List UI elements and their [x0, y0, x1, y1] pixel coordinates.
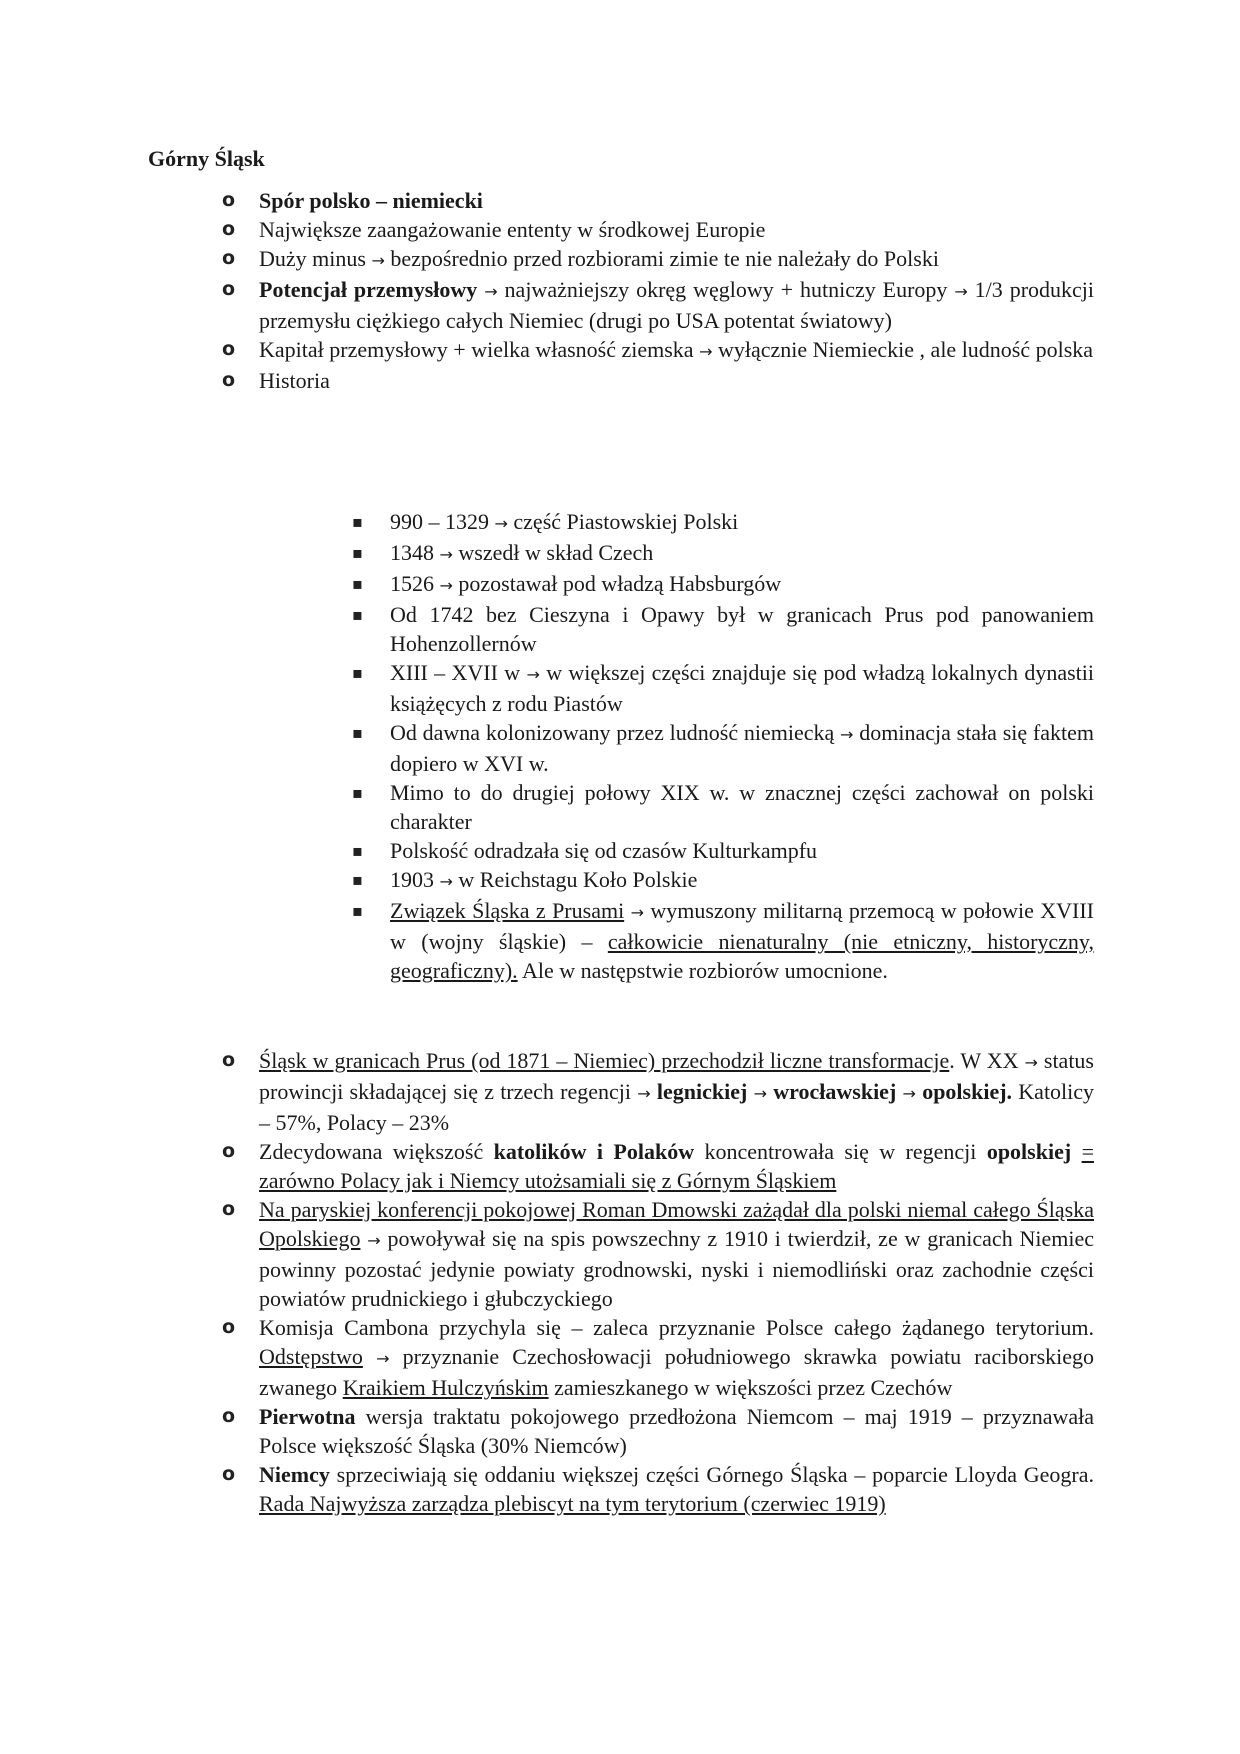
arrow-icon: → [371, 251, 385, 270]
arrow-icon: → [526, 665, 540, 684]
list-item: o Kapitał przemysłowy + wielka własność ziemska → wyłącznie Niemieckie , ale ludność polska [222, 335, 1094, 366]
list-item: o Historia [222, 366, 1094, 395]
arrow-icon: → [439, 576, 453, 595]
list-item: o Niemcy sprzeciwiają się oddaniu większej części Górnego Śląska – poparcie Lloyda Geogra. Rada Najwyższa zarządza plebiscyt na tym terytorium (czerwiec 1919) [222, 1460, 1094, 1518]
main-bullet-list [222, 186, 1094, 395]
page-title: Górny Śląsk [148, 146, 265, 171]
list-item: o Pierwotna wersja traktatu pokojowego przedłożona Niemcom – maj 1919 – przyznawała Polsce większość Śląska (30% Niemców) [222, 1402, 1094, 1460]
history-sublist [352, 507, 1094, 985]
list-item: ▪ Od dawna kolonizowany przez ludność niemiecką → dominacja stała się faktem dopiero w XVI w. [352, 718, 1094, 778]
list-item: o Na paryskiej konferencji pokojowej Roman Dmowski zażądał dla polski niemal całego Śląska Opolskiego → powoływał się na spis powszechny z 1910 i twierdził, ze w granicach Niemiec powinny pozostać jedynie powiaty grodnowski, nyski i niemodliński oraz zachodnie części powiatów prudnickiego i głubczyckiego [222, 1195, 1094, 1313]
list-item: o Śląsk w granicach Prus (od 1871 – Niemiec) przechodził liczne transformacje. W XX → status prowincji składającej się z trzech regencji → legnickiej → wrocławskiej → opolskiej. Katolicy – 57%, Polacy – 23% [222, 1046, 1094, 1137]
list-item: ▪ 1348 → wszedł w skład Czech [352, 538, 1094, 569]
list-item: o Komisja Cambona przychyla się – zaleca przyznanie Polsce całego żądanego terytorium. Odstępstwo → przyznanie Czechosłowacji południowego skrawka powiatu raciborskiego zwanego Kraikiem Hulczyńskim zamieszkanego w większości przez Czechów [222, 1313, 1094, 1402]
arrow-icon: → [753, 1084, 767, 1103]
main-bullet-list-continued [222, 1046, 1094, 1518]
arrow-icon: → [439, 872, 453, 891]
arrow-icon: → [494, 514, 508, 533]
list-item: ▪ Mimo to do drugiej połowy XIX w. w znacznej części zachował on polski charakter [352, 778, 1094, 836]
list-item: ▪ Związek Śląska z Prusami → wymuszony militarną przemocą w połowie XVIII w (wojny śląskie) – całkowicie nienaturalny (nie etniczny, historyczny, geograficzny). Ale w następstwie rozbiorów umocnione. [352, 896, 1094, 985]
arrow-icon: → [376, 1349, 390, 1368]
list-item: o Zdecydowana większość katolików i Polaków koncentrowała się w regencji opolskiej = zarówno Polacy jak i Niemcy utożsamiali się z Górnym Śląskiem [222, 1137, 1094, 1195]
arrow-icon: → [367, 1231, 381, 1250]
list-item: ▪ 990 – 1329 → część Piastowskiej Polski [352, 507, 1094, 538]
list-item: ▪ Polskość odradzała się od czasów Kulturkampfu [352, 836, 1094, 865]
arrow-icon: → [484, 282, 498, 301]
arrow-icon: → [954, 282, 968, 301]
arrow-icon: → [840, 725, 854, 744]
list-item: o Duży minus → bezpośrednio przed rozbiorami zimie te nie należały do Polski [222, 244, 1094, 275]
list-item: o Spór polsko – niemiecki [222, 186, 1094, 215]
arrow-icon: → [699, 342, 713, 361]
arrow-icon: → [439, 545, 453, 564]
list-item: ▪ 1526 → pozostawał pod władzą Habsburgów [352, 569, 1094, 600]
list-item: ▪ 1903 → w Reichstagu Koło Polskie [352, 865, 1094, 896]
arrow-icon: → [637, 1084, 651, 1103]
list-item: o Potencjał przemysłowy → najważniejszy okręg węglowy + hutniczy Europy → 1/3 produkcji przemysłu ciężkiego całych Niemiec (drugi po USA potentat światowy) [222, 275, 1094, 335]
list-item: ▪ XIII – XVII w → w większej części znajduje się pod władzą lokalnych dynastii książęcych z rodu Piastów [352, 658, 1094, 718]
list-item: ▪ Od 1742 bez Cieszyna i Opawy był w granicach Prus pod panowaniem Hohenzollernów [352, 600, 1094, 658]
arrow-icon: → [902, 1084, 916, 1103]
list-item: o Największe zaangażowanie ententy w środkowej Europie [222, 215, 1094, 244]
arrow-icon: → [1024, 1053, 1038, 1072]
arrow-icon: → [630, 903, 644, 922]
